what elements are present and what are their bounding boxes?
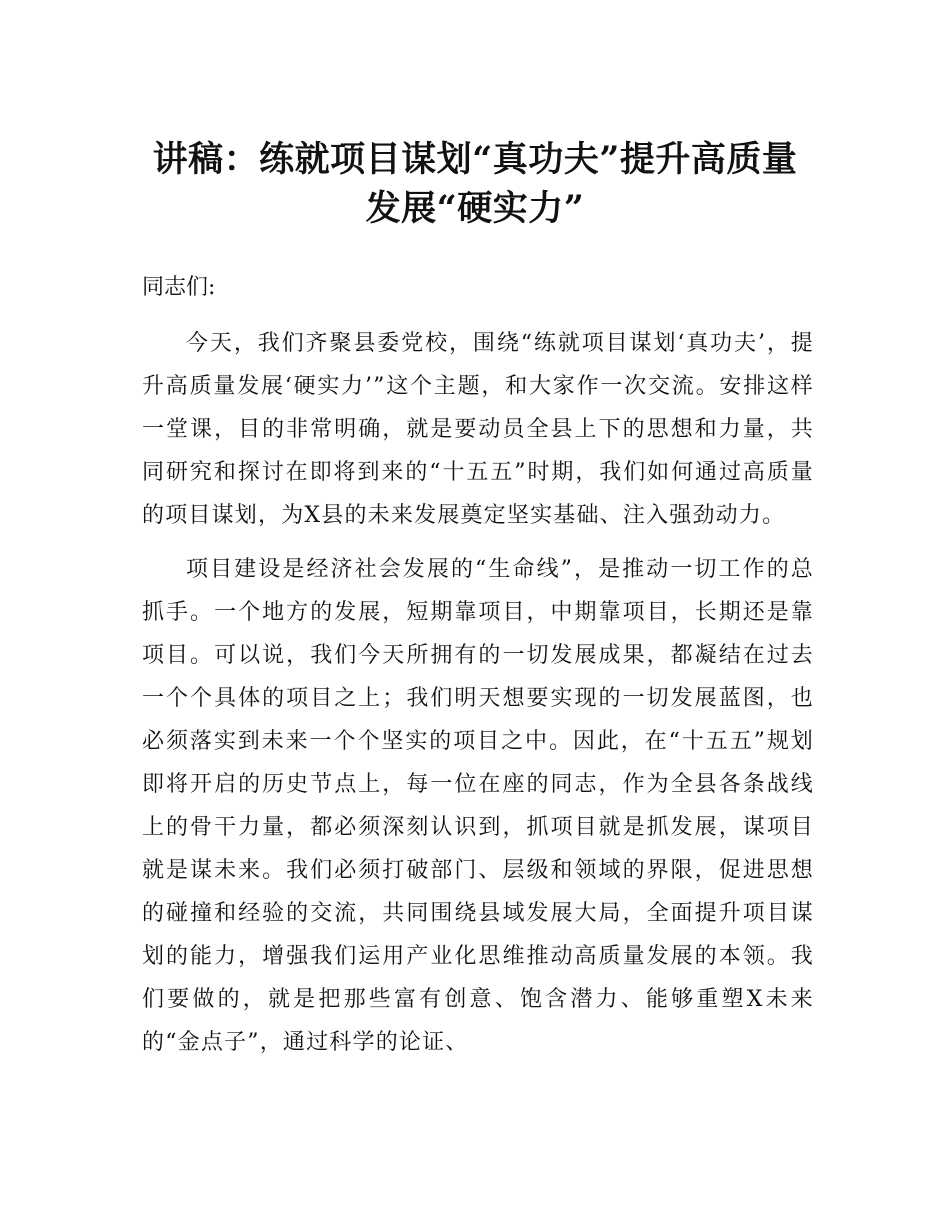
document-title xyxy=(130,135,820,233)
title-line-1: 讲稿：练就项目谋划“真功夫”提升高质量 xyxy=(152,139,798,181)
salutation: 同志们: xyxy=(142,275,216,300)
body-text xyxy=(142,322,814,1075)
paragraph-1: 今天，我们齐聚县委党校，围绕“练就项目谋划‘真功夫’，提升高质量发展‘硬实力’”这个主题，和大家作一次交流。安排这样一堂课，目的非常明确，就是要动员全县上下的思想和力量，共同研究和探讨在即将到来的“十五五”时期，我们如何通过高质量的项目谋划，为X县的未来发展奠定坚实基础、注入强劲动力。 xyxy=(142,331,814,528)
title-line-2: 发展“硬实力” xyxy=(365,188,585,230)
paragraph-2: 项目建设是经济社会发展的“生命线”，是推动一切工作的总抓手。一个地方的发展，短期靠项目，中期靠项目，长期还是靠项目。可以说，我们今天所拥有的一切发展成果，都凝结在过去一个个具体的项目之上；我们明天想要实现的一切发展蓝图，也必须落实到未来一个个坚实的项目之中。因此，在“十五五”规划即将开启的历史节点上，每一位在座的同志，作为全县各条战线上的骨干力量，都必须深刻认识到，抓项目就是抓发展，谋项目就是谋未来。我们必须打破部门、层级和领域的界限，促进思想的碰撞和经验的交流，共同围绕县域发展大局，全面提升项目谋划的能力，增强我们运用产业化思维推动高质量发展的本领。我们要做的，就是把那些富有创意、饱含潜力、能够重塑X未来的“金点子”，通过科学的论证、 xyxy=(142,557,814,1055)
